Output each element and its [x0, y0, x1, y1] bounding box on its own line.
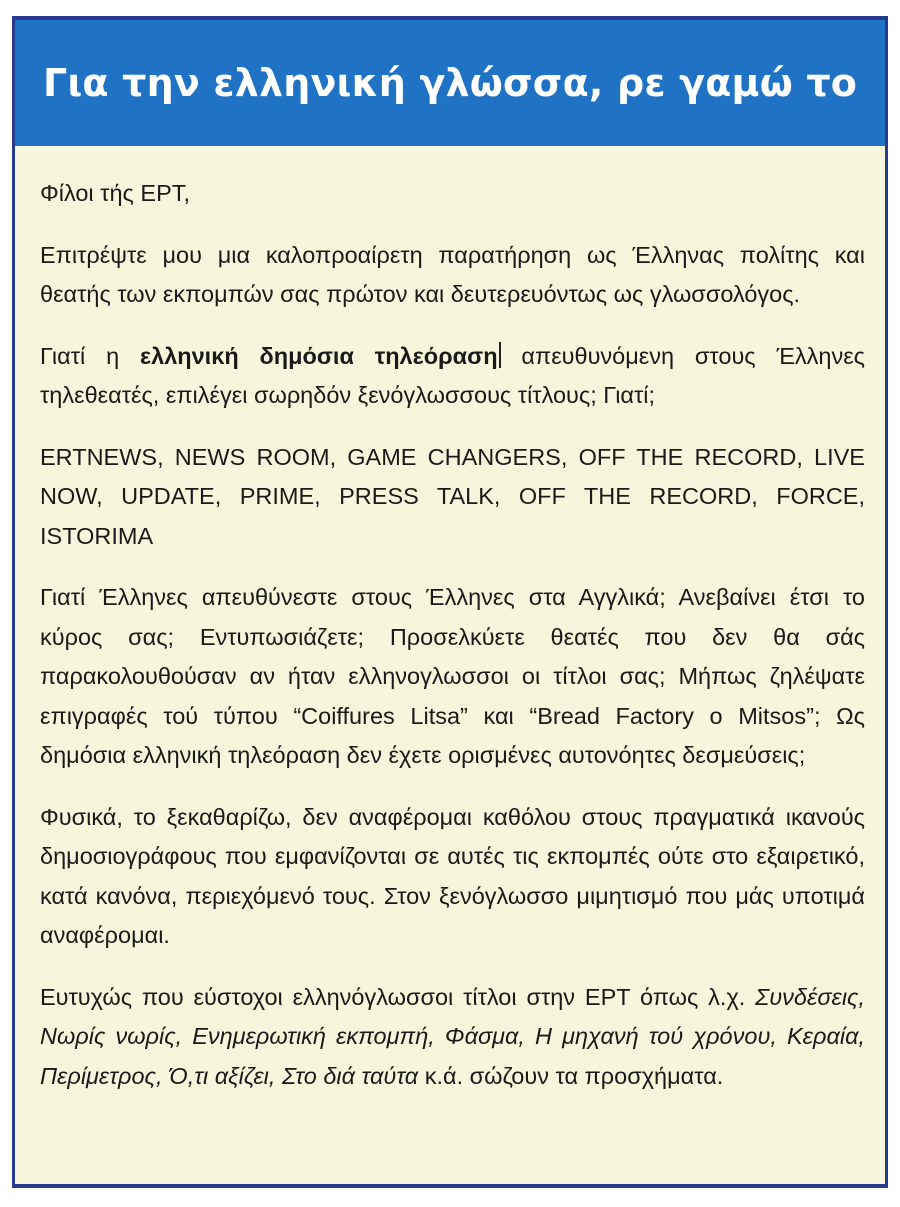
greeting: Φίλοι τής ΕΡΤ,: [40, 180, 191, 206]
paragraph-question: [40, 337, 865, 416]
page-title: Για την ελληνική γλώσσα, ρε γαμώ το: [43, 61, 858, 105]
paragraph-question-pre: Γιατί η: [40, 342, 140, 369]
greek-titles-list: Συνδέσεις, Νωρίς νωρίς, Ενημερωτική εκπομπή, Φάσμα, Η μηχανή τού χρόνου, Κεραία, Περίμετρος, Ό,τι αξίζει, Στο διά ταύτα: [40, 983, 865, 1089]
paragraph-conclusion: [40, 978, 865, 1097]
paragraph-conclusion-pre: Ευτυχώς που εύστοχοι ελληνόγλωσσοι τίτλοι στην ΕΡΤ όπως λ.χ.: [40, 983, 756, 1010]
article-body: [15, 146, 885, 1184]
paragraph-clarification: Φυσικά, το ξεκαθαρίζω, δεν αναφέρομαι καθόλου στους πραγματικά ικανούς δημοσιογράφους που εμφανίζονται σε αυτές τις εκπομπές ούτε στο εξαιρετικό, κατά κανόνα, περιεχόμενό τους. Στον ξενόγλωσσο μιμητισμό που μάς υποτιμά αναφέρομαι.: [40, 803, 865, 948]
paragraph-english-titles: Γιατί Έλληνες απευθύνεστε στους Έλληνες στα Αγγλικά; Ανεβαίνει έτσι το κύρος σας; Εντυπωσιάζετε; Προσελκύετε θεατές που δεν θα σάς παρακολουθούσαν αν ήταν ελληνογλωσσοι οι τίτλοι σας; Μήπως ζηλέψατε επιγραφές τού τύπου “Coiffures Litsa” και “Bread Factory ο Mitsos”; Ως δημόσια ελληνική τηλεόραση δεν έχετε ορισμένες αυτονόητες δεσμεύσεις;: [40, 584, 865, 768]
titles-list: ERTNEWS, NEWS ROOM, GAME CHANGERS, OFF THE RECORD, LIVE NOW, UPDATE, PRIME, PRESS TALK, OFF THE RECORD, FORCE, ISTORIMA: [40, 443, 865, 549]
article-box: [12, 16, 888, 1188]
title-bar: [15, 20, 885, 146]
paragraph-question-post: απευθυνόμενη στους Έλληνες τηλεθεατές, επιλέγει σωρηδόν ξενόγλωσσους τίτλους; Γιατί;: [40, 342, 865, 408]
paragraph-question-bold: ελληνική δημόσια τηλεόραση: [139, 342, 498, 369]
paragraph-conclusion-post: κ.ά. σώζουν τα προσχήματα.: [418, 1062, 724, 1089]
paragraph-intro: Επιτρέψτε μου μια καλοπροαίρετη παρατήρηση ως Έλληνας πολίτης και θεατής των εκπομπών σας πρώτον και δευτερευόντως ως γλωσσολόγος.: [40, 241, 865, 307]
